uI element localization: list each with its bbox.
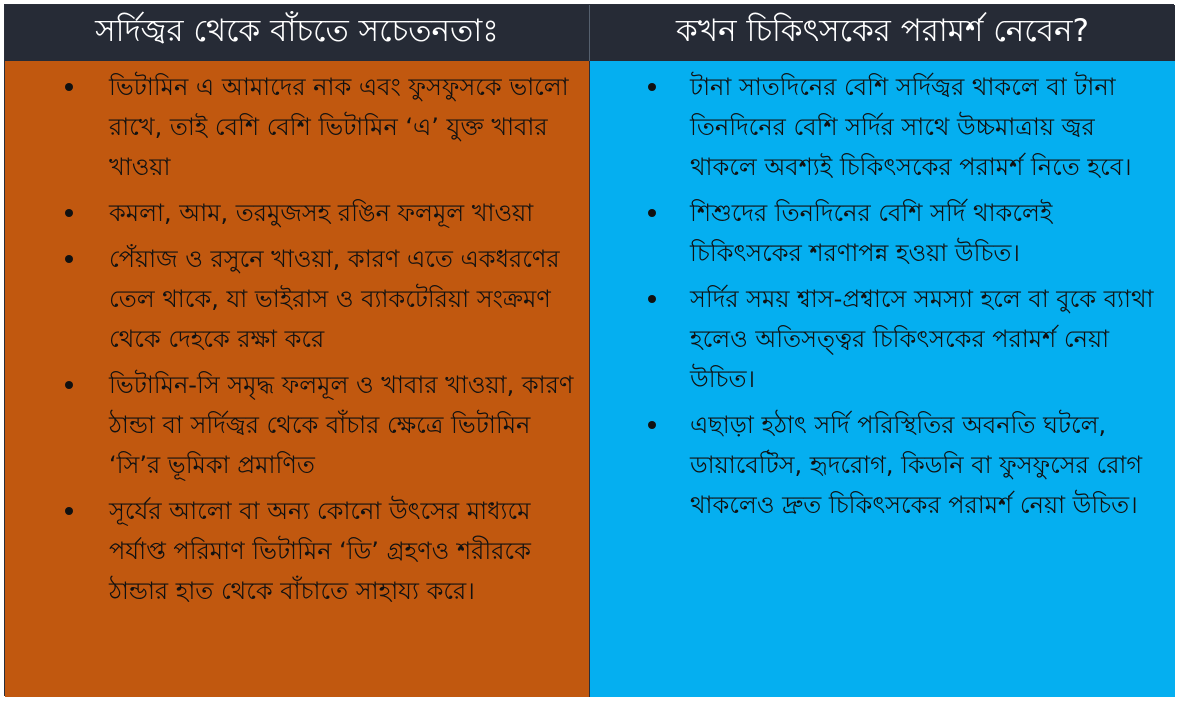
prevention-list <box>19 67 575 611</box>
list-item-text: ভিটামিন-সি সমৃদ্ধ ফলমূল ও খাবার খাওয়া, কারণ ঠান্ডা বা সর্দিজ্বর থেকে বাঁচার ক্ষেত্রে ভিটামিন ‘সি’র ভূমিকা প্রমাণিত <box>109 371 574 479</box>
list-item <box>604 67 1161 187</box>
bullet-icon <box>65 83 73 91</box>
list-item <box>604 405 1161 525</box>
list-item <box>604 193 1161 273</box>
bullet-icon <box>648 83 656 91</box>
bullet-icon <box>65 381 73 389</box>
bullet-icon <box>65 255 73 263</box>
info-table <box>4 4 1174 696</box>
left-column-title: সর্দিজ্বর থেকে বাঁচতে সচেতনতাঃ <box>95 13 499 49</box>
bullet-icon <box>648 209 656 217</box>
bullet-icon <box>648 295 656 303</box>
list-item <box>19 193 575 233</box>
bullet-icon <box>65 209 73 217</box>
left-column-header <box>5 5 590 61</box>
right-column-title: কখন চিকিৎসকের পরামর্শ নেবেন? <box>676 13 1089 49</box>
list-item <box>604 279 1161 399</box>
list-item-text: সূর্যের আলো বা অন্য কোনো উৎসের মাধ্যমে পর্যাপ্ত পরিমাণ ভিটামিন ‘ডি’ গ্রহণও শরীরকে ঠান্ডার হাত থেকে বাঁচাতে সাহায্য করে। <box>109 497 531 605</box>
prevention-column <box>5 61 590 697</box>
bullet-icon <box>648 421 656 429</box>
right-column-header <box>590 5 1175 61</box>
list-item <box>19 67 575 187</box>
list-item <box>19 239 575 359</box>
list-item <box>19 365 575 485</box>
list-item-text: পেঁয়াজ ও রসুনে খাওয়া, কারণ এতে একধরণের তেল থাকে, যা ভাইরাস ও ব্যাকটেরিয়া সংক্রমণ থেকে দেহকে রক্ষা করে <box>109 245 560 353</box>
doctor-advice-list <box>604 67 1161 525</box>
list-item <box>19 491 575 611</box>
list-item-text: টানা সাতদিনের বেশি সর্দিজ্বর থাকলে বা টানা তিনদিনের বেশি সর্দির সাথে উচ্চমাত্রায় জ্বর থাকলে অবশ্যই চিকিৎসকের পরামর্শ নিতে হবে। <box>690 73 1132 181</box>
list-item-text: সর্দির সময় শ্বাস-প্রশ্বাসে সমস্যা হলে বা বুকে ব্যাথা হলেও অতিসত্ত্বর চিকিৎসকের পরামর্শ নেয়া উচিত। <box>690 285 1154 393</box>
list-item-text: ভিটামিন এ আমাদের নাক এবং ফুসফুসকে ভালো রাখে, তাই বেশি বেশি ভিটামিন ‘এ’ যুক্ত খাবার খাওয়া <box>109 73 569 181</box>
bullet-icon <box>65 507 73 515</box>
list-item-text: এছাড়া হঠাৎ সর্দি পরিস্থিতির অবনতি ঘটলে, ডায়াবেটিস, হৃদরোগ, কিডনি বা ফুসফুসের রোগ থাকলেও দ্রুত চিকিৎসকের পরামর্শ নেয়া উচিত। <box>690 411 1143 519</box>
list-item-text: শিশুদের তিনদিনের বেশি সর্দি থাকলেই চিকিৎসকের শরণাপন্ন হওয়া উচিত। <box>690 199 1053 267</box>
list-item-text: কমলা, আম, তরমুজসহ রঙিন ফলমূল খাওয়া <box>109 199 534 227</box>
doctor-advice-column <box>590 61 1175 697</box>
